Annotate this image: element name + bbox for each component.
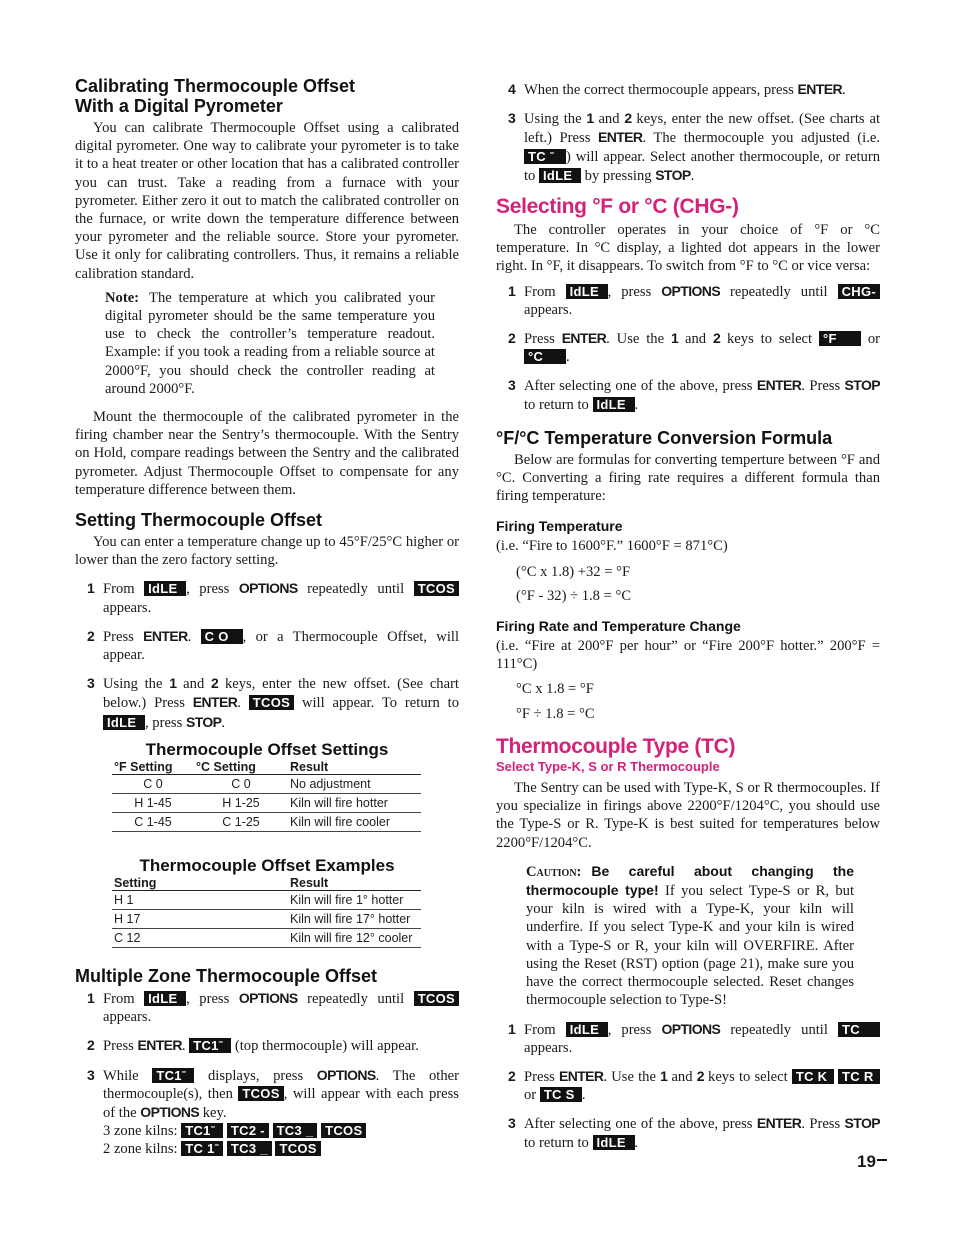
lcd-c-o: C O (201, 629, 243, 644)
step-3: 3 After selecting one of the above, press ENTER. Press STOP to return to IdLE . (508, 1115, 880, 1151)
firing-temperature-example: (i.e. “Fire to 1600°F.” 1600°F = 871°C) (496, 538, 728, 555)
table-row: H 1 Kiln will fire 1° hotter (112, 890, 421, 909)
right-column (496, 70, 880, 1152)
lcd-idle: IdLE (144, 991, 186, 1006)
tc-offset-steps-continued (496, 80, 880, 185)
table-row: C 0 C 0 No adjustment (112, 774, 421, 793)
formula-c-to-f: (°C x 1.8) +32 = °F (516, 563, 631, 580)
conversion-heading: °F/°C Temperature Conversion Formula (496, 427, 833, 448)
lcd-tcos: TCOS (249, 695, 294, 710)
step-3: 3 After selecting one of the above, press ENTER. Press STOP to return to IdLE . (508, 377, 880, 413)
lcd-tcos: TCOS (275, 1141, 320, 1156)
lcd-tc1: TC 1ˉ (181, 1141, 223, 1156)
lcd-idle: IdLE (566, 284, 608, 299)
lcd-idle: IdLE (566, 1022, 608, 1037)
page-number-rule (877, 1159, 887, 1161)
lcd-tc-r: TC R (838, 1069, 880, 1084)
thermocouple-type-subheading: Select Type-K, S or R Thermocouple (496, 759, 720, 775)
lcd-tc3: TC3 _ (273, 1123, 318, 1138)
offset-settings-table (112, 760, 421, 832)
selecting-f-or-c-heading: Selecting °F or °C (CHG-) (496, 195, 739, 219)
table-row: H 1-45 H 1-25 Kiln will fire hotter (112, 793, 421, 812)
selecting-steps (496, 282, 880, 414)
thermocouple-type-heading: Thermocouple Type (TC) (496, 735, 736, 759)
selecting-paragraph: The controller operates in your choice of °F or °C temperature. In °C display, a lighted dot appears in the lower right. In °F, it disappears. To switch from °F to °C or vice versa: (496, 222, 880, 275)
th-result: Result (288, 760, 421, 775)
table-row: C 1-45 C 1-25 Kiln will fire cooler (112, 812, 421, 831)
lcd-idle: IdLE (144, 581, 186, 596)
lcd-tc1: TC1ˉ (181, 1123, 223, 1138)
calibrating-heading: Calibrating Thermocouple Offset With a Digital Pyrometer (75, 76, 356, 116)
table-row: C 12 Kiln will fire 12° cooler (112, 928, 421, 947)
mount-paragraph: Mount the thermocouple of the calibrated pyrometer in the firing chamber near the Sentry’s thermocouple. With the Sentry on Hold, compare readings between the Sentry and the calibrated pyrometer. Adjust Thermocouple Offset to compensate for any temperature difference between them. (75, 409, 459, 498)
step-2: 2 Press ENTER. Use the 1 and 2 keys to select °F or °C . (508, 330, 880, 366)
step-2: 2 Press ENTER. Use the 1 and 2 keys to select TC K TC R or TC S . (496, 1067, 880, 1104)
table-row: H 17 Kiln will fire 17° hotter (112, 909, 421, 928)
lcd-tcos: TCOS (321, 1123, 366, 1138)
multi-zone-heading: Multiple Zone Thermocouple Offset (75, 965, 378, 986)
conversion-paragraph: Below are formulas for converting temperture between °F and °C. Converting a firing rate requires a different formula than firing temperature: (496, 451, 880, 505)
caution-paragraph: Caution: Be careful about changing the thermocouple type! If you select Type-S or R, but your kiln is wired with a Type-K, your kiln will underfire. If you select Type-K and your kiln is wired with a Type-S or R, your kiln will OVERFIRE. After using the Reset (RST) option (page 21), make sure you have the correct thermocouple selected. Reset changes thermocouple selection to Type-S! (526, 862, 855, 1009)
lcd-tc1: TC1ˉ (152, 1068, 194, 1083)
lcd-tcos: TCOS (238, 1086, 283, 1101)
multi-zone-steps (75, 989, 459, 1159)
step-2: 2 Press ENTER. TC1ˉ (top thermocouple) will appear. (87, 1037, 419, 1055)
lcd-idle: IdLE (103, 715, 145, 730)
setting-offset-paragraph: You can enter a temperature change up to 45°F/25°C higher or lower than the zero factory setting. (75, 534, 459, 569)
lcd-tc3: TC3 _ (227, 1141, 272, 1156)
firing-temperature-heading: Firing Temperature (496, 518, 623, 535)
lcd-tcos: TCOS (414, 581, 459, 596)
thermocouple-type-steps (496, 1020, 880, 1152)
step-3b: 3 Using the 1 and 2 keys, enter the new offset. (See charts at left.) Press ENTER. The thermocouple you adjusted (i.e. TC ˉ ) will appear. Select another thermocouple, or return to IdLE by pressing STOP. (508, 110, 880, 184)
step-1: 1 From IdLE , press OPTIONS repeatedly until TCOS appears. (75, 579, 459, 616)
lcd-tc: TC ˉ (524, 149, 566, 164)
settings-table-caption: Thermocouple Offset Settings (145, 739, 389, 759)
step-1: 1 From IdLE , press OPTIONS repeatedly until TCOS appears. (75, 989, 459, 1026)
lcd-chg: CHG- (838, 284, 880, 299)
firing-rate-heading: Firing Rate and Temperature Change (496, 617, 741, 634)
formula-rate-f-to-c: °F ÷ 1.8 = °C (516, 706, 595, 723)
offset-examples-table (112, 876, 421, 948)
th-result: Result (288, 876, 421, 891)
formula-rate-c-to-f: °C x 1.8 = °F (516, 681, 594, 698)
th-f-setting: °F Setting (112, 760, 194, 775)
lcd-idle: IdLE (593, 1135, 635, 1150)
step-3: 3 While TC1ˉ displays, press OPTIONS. The other thermocouple(s), then TCOS , will appear with each press of the OPTIONS key. 3 zone kilns: TC1ˉ TC2 - TC3 _ TCOS 2 zone kilns: TC 1ˉ TC3 _ TCOS (87, 1066, 459, 1158)
step-1: 1 From IdLE , press OPTIONS repeatedly until TC appears. (496, 1020, 880, 1057)
step-2: 2 Press ENTER. C O , or a Thermocouple Offset, will appear. (87, 627, 459, 664)
step-3: 3 Using the 1 and 2 keys, enter the new offset. (See chart below.) Press ENTER. TCOS will appear. To return to IdLE , press STOP. (87, 675, 459, 731)
note-paragraph: Note: The temperature at which you calibrated your digital pyrometer should be the same temperature you use to check the controller’s temperature readout. Example: if you took a reading from a reliable source at 2000°F, you should check the controller reading at around 2000°F. (105, 289, 435, 397)
thermocouple-type-paragraph: The Sentry can be used with Type-K, S or R thermocouples. If you specialize in firings above 2200°F/1204°C, you should use the Type-S or R. Type-K is best suited for temperatures below 2200°F/1204°C. (496, 780, 880, 851)
page-number: 19 (857, 1152, 887, 1172)
lcd-tc1: TC1ˉ (189, 1038, 231, 1053)
th-setting: Setting (112, 876, 288, 891)
step-1: 1 From IdLE , press OPTIONS repeatedly until CHG- appears. (496, 282, 880, 319)
setting-offset-steps (75, 579, 459, 731)
lcd-tc2: TC2 - (227, 1123, 269, 1138)
firing-rate-example: (i.e. “Fire at 200°F per hour” or “Fire 200°F hotter.” 200°F = 111°C) (496, 637, 880, 672)
calibrating-paragraph: You can calibrate Thermocouple Offset using a calibrated digital pyrometer. One way to calibrate your pyrometer is to take it to a heat treater or other location that has a calibrated controller you can trust. Take a reading from a furnace with your pyrometer. Either zero it out to match the calibrated controller on the furnace, or write down the temperature difference between your pyrometer and the reliable source. Store your pyrometer. Use it only for calibrating controllers. Thus, it remains a reliable calibration standard. (75, 120, 459, 282)
formula-f-to-c: (°F - 32) ÷ 1.8 = °C (516, 587, 632, 604)
examples-table-caption: Thermocouple Offset Examples (139, 855, 395, 875)
lcd-f: °F (819, 331, 861, 346)
step-4: 4 When the correct thermocouple appears, press ENTER. (508, 81, 846, 98)
lcd-c: °C (524, 349, 566, 364)
left-column (75, 76, 459, 1159)
th-c-setting: °C Setting (194, 760, 288, 775)
setting-offset-heading: Setting Thermocouple Offset (75, 510, 323, 531)
lcd-idle: IdLE (539, 168, 581, 183)
lcd-tcos: TCOS (414, 991, 459, 1006)
lcd-idle: IdLE (593, 397, 635, 412)
lcd-tc-s: TC S (540, 1087, 582, 1102)
lcd-tc: TC (838, 1022, 880, 1037)
lcd-tc-k: TC K (792, 1069, 834, 1084)
